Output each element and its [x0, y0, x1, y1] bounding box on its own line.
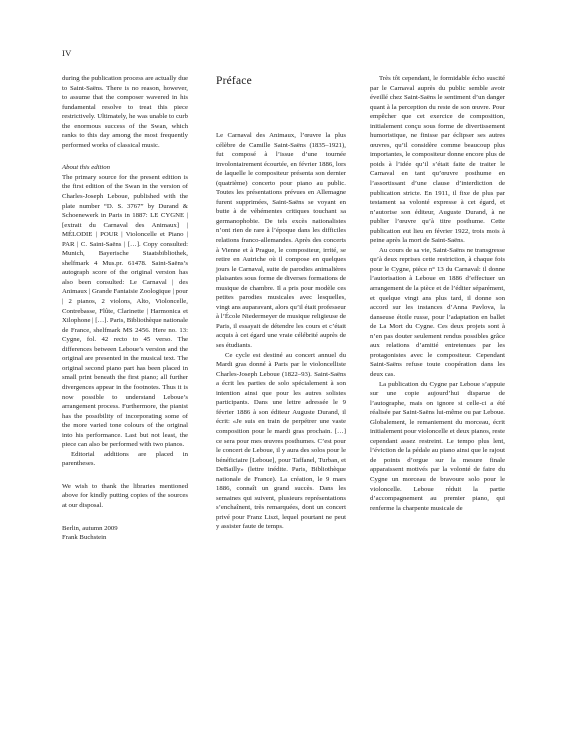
- body-paragraph: La publication du Cygne par Leboue s’appuie sur une copie aujourd’hui disparue de l’autographe, mais on ignore si celle-ci a été réalisée par Saint-Saëns lui-même ou par Leboue. Globalement, le remaniement du morceau, écrit initialement pour violoncelle et deux pianos, reste cependant assez restreint. Le tempo plus lent, l’éviction de la pédale au piano ainsi que le rajout de points d’orgue sur la mesure finale apparaissent motivés par la volonté de faire du Cygne un morceau de bravoure solo pour le violoncelle. Leboue réduit la partie d’accompagnement au premier piano, qui renferme la charpente musicale de: [370, 380, 505, 512]
- acknowledgement-paragraph: We wish to thank the libraries mentioned above for kindly putting copies of the sources at our disposal.: [62, 482, 188, 509]
- section-heading-about-edition: About this edition: [62, 164, 110, 172]
- body-paragraph: Editorial additions are placed in parentheses.: [62, 450, 188, 468]
- page-number: IV: [62, 48, 72, 58]
- french-column-left: [216, 74, 346, 532]
- body-paragraph: Le Carnaval des Animaux, l’œuvre la plus célèbre de Camille Saint-Saëns (1835–1921), fut composé à l’issue d’une tournée involontairement écourtée, en février 1886, lors de laquelle le compositeur présenta son dernier (quatrième) concerto pour piano au public. Toutes les présentations prévues en Allemagne furent supprimées, Saint-Saëns se voyant en butte à de véhémentes critiques touchant sa germanophobie. De tels excès nationalistes n’ont rien de rare à l’époque dans les difficiles relations franco-allemandes. Après des concerts à Vienne et à Prague, le compositeur, irrité, se retire en Autriche où il compose en quelques jours le Carnaval, suite de parodies animalières plaisantes sous forme de diverses formations de musique de chambre. Il a pris pour modèle ces petites parodies musicales avec lesquelles, vingt ans auparavant, alors qu’il était professeur à l’École Niedermeyer de musique religieuse de Paris, il essayait de détendre les cours et c’était acquis à cet égard une vraie célébrité auprès de ses étudiants.: [216, 132, 346, 350]
- french-column-right: [370, 74, 505, 513]
- body-paragraph: Très tôt cependant, le formidable écho suscité par le Carnaval auprès du public semble avoir éveillé chez Saint-Saëns le sentiment d’un danger quant à la perception du reste de son œuvre. Pour empêcher que cet exercice de composition, initialement conçu sous forme de divertissement humoristique, ne finisse par éclipser ses autres œuvres, qu’il considère comme beaucoup plus importantes, le compositeur donne encore plus de poids à l’idée qu’il s’était faite de traiter le Carnaval en tant qu’œuvre posthume en l’assortissant d’une clause d’interdiction de publication stricte. En 1911, il fixe de plus par testament sa volonté expresse à cet égard, et n’autorise son éditeur, Auguste Durand, à ne publier l’œuvre qu’à titre posthume. Cette publication eut lieu en février 1922, trois mois à peine après la mort de Saint-Saëns.: [370, 75, 505, 245]
- place-date: Berlin, autumn 2009: [62, 524, 118, 532]
- author-name: Frank Buchstein: [62, 534, 107, 542]
- body-paragraph: The primary source for the present edition is the first edition of the Swan in the version of Charles-Joseph Leboue, published with the plate number “D. S. 3767” by Durand & Schoenewerk in Paris in 1887: LE CYGNE | [extrait du Carnaval des Animaux] | MÉLODIE | POUR | Violoncelle et Piano | PAR | C. Saint-Saëns | […]. Copy consulted: Munich, Bayerische Staatsbibliothek, shelfmark 4 Mus.pr. 61478. Saint-Saëns’s autograph score of the original version has also been consulted: Le Carnaval | des Animaux | Grande Fantaisie Zoologique | pour | 2 pianos, 2 violons, Alto, Violoncelle, Contrebasse, Flûte, Clarinette | Harmonica et Xilophone | […]. Paris, Bibliothèque nationale de France, shelfmark MS 2456. Here no. 13: Cygne, fol. 42 recto to 45 verso. The differences between Leboue’s version and the original are presented in the musical text. The original second piano part has been placed in small print beneath the first piano; all further divergences appear in the footnotes. Thus it is now possible to understand Leboue’s arrangement process. Furthermore, the pianist has the possibility of incorporating some of the more varied tone colours of the original into his performance. Last but not least, the piece can also be performed with two pianos.: [62, 173, 189, 449]
- english-column: [62, 74, 188, 543]
- preface-heading: Préface: [216, 75, 252, 87]
- body-paragraph: Au cours de sa vie, Saint-Saëns ne transgresse qu’à deux reprises cette restriction, à chaque fois pour le Cygne, pièce n° 13 du Carnaval: il donne l’autorisation à Leboue en 1886 d’effectuer un arrangement de la pièce et de l’éditer séparément, et quelque vingt ans plus tard, il donne son accord sur les instances d’Anna Pavlova, la danseuse étoile russe, pour l’adaptation en ballet de La Mort du Cygne. Ces deux projets sont à n’en pas douter seulement rendus possibles grâce aux relations d’amitié entretenues par les protagonistes avec le compositeur. Cependant Saint-Saëns refuse toute coopération dans les deux cas.: [370, 246, 505, 378]
- body-paragraph: during the publication process are actually due to Saint-Saëns. There is no reason, however, to assume that the composer wavered in his fundamental resolve to treat this piece restrictively. Ultimately, he was unable to curb the enormous success of the Swan, which ranks to this day among the most frequently performed works of classical music.: [62, 75, 188, 149]
- body-paragraph: Ce cycle est destiné au concert annuel du Mardi gras donné à Paris par le violoncelliste Charles-Joseph Leboue (1822–93). Saint-Saëns a écrit les parties de solo spécialement à son intention ainsi que pour les autres solistes participants. Dans une lettre adressée le 9 février 1886 à son éditeur Auguste Durand, il écrit: «Je suis en train de perpétrer une vaste composition pour le mardi gras prochain. […] ce sera pour mes œuvres posthumes. C’est pour le concert de Leboue, il y aura des solos pour le bénéficiaire [Leboue], pour Taffanel, Turban, et DeBailly» (lettre inédite. Paris, Bibliothèque nationale de France). La création, le 9 mars 1886, connaît un grand succès. Dans les semaines qui suivent, plusieurs représentations s’enchaînent, très remarquées, dont un concert privé pour Franz Liszt, lequel pourtant ne peut y assister faute de temps.: [216, 351, 346, 531]
